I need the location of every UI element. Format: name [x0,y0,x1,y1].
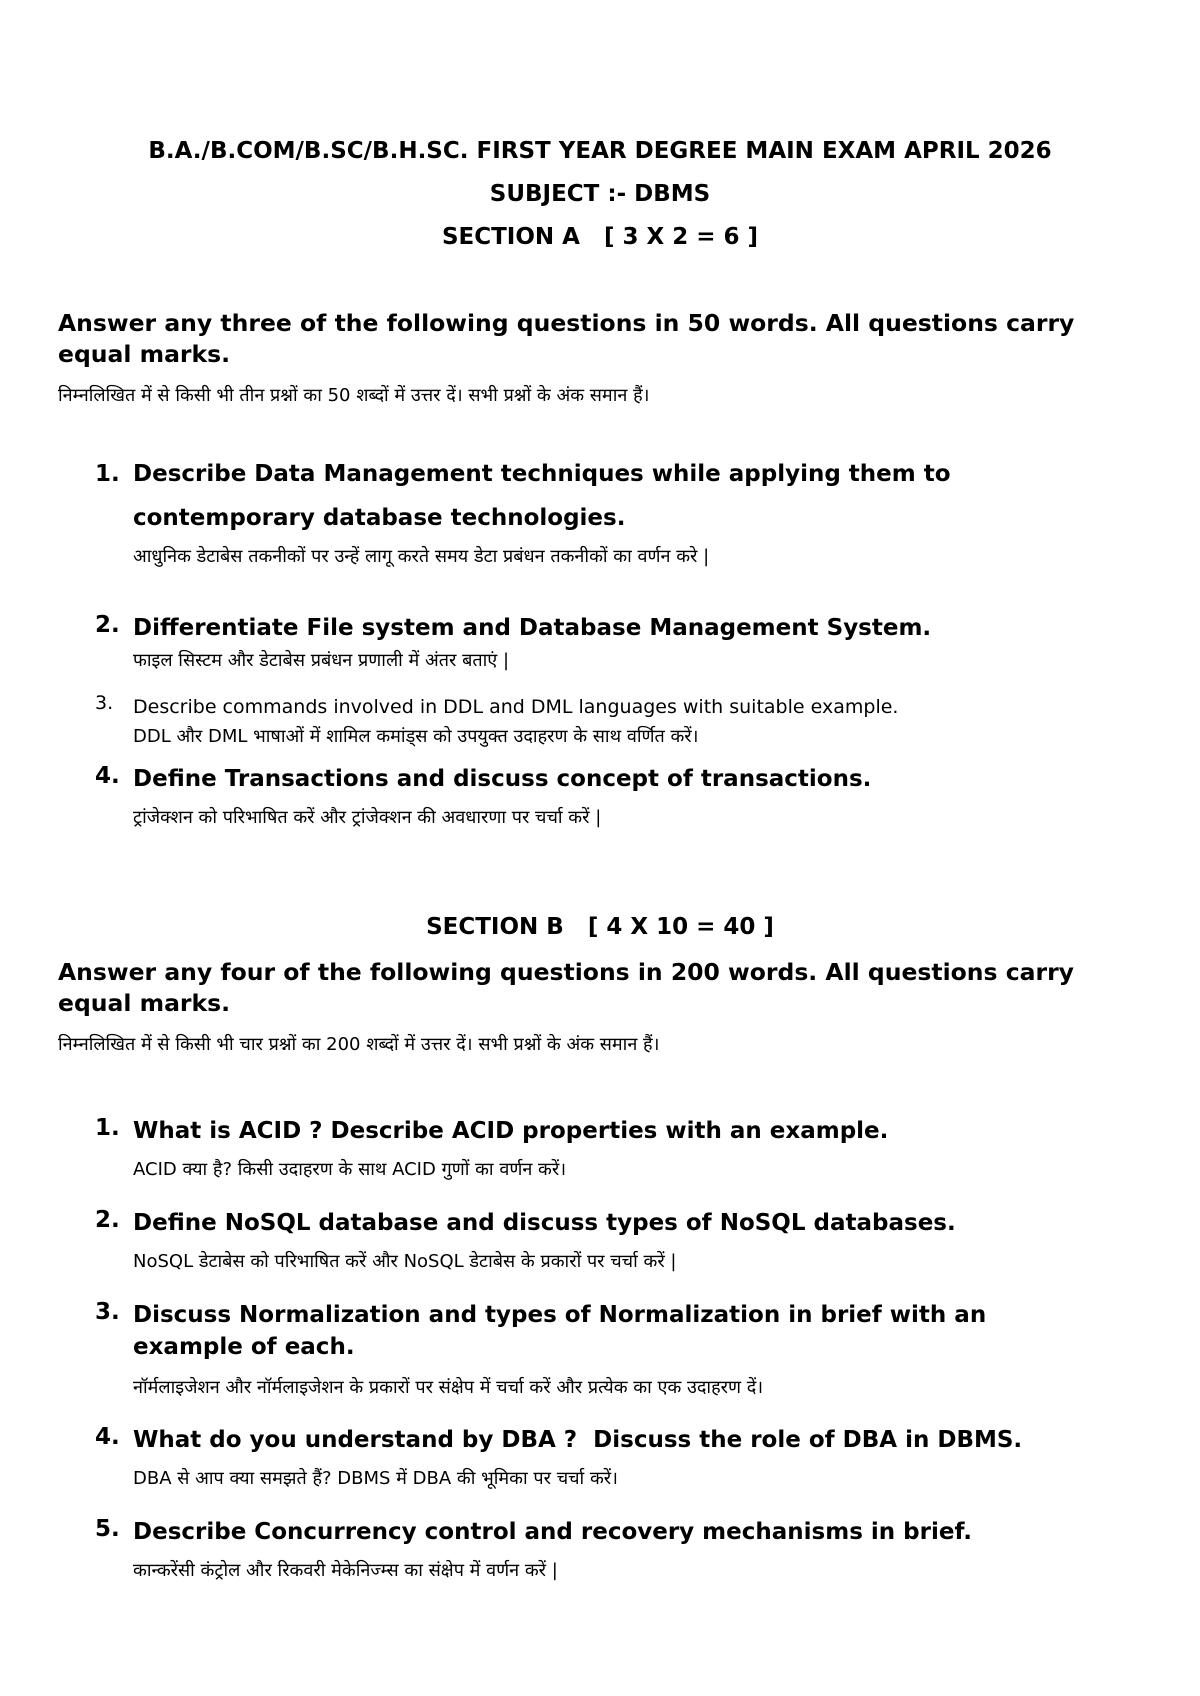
section-a-question-1 [95,452,1095,568]
exam-title: B.A./B.COM/B.SC/B.H.SC. FIRST YEAR DEGREE MAIN EXAM APRIL 2026 [148,138,1052,164]
question-number: 1. [95,461,120,487]
question-text: Define NoSQL database and discuss types of NoSQL databases. [133,1210,956,1236]
section-b-instruction-hindi: निम्नलिखित में से किसी भी चार प्रश्नों का 200 शब्दों में उत्तर दें। सभी प्रश्नों के अंक समान हैं। [58,1034,660,1055]
question-number: 3. [95,692,114,714]
question-text-hindi: DBA से आप क्या समझते हैं? DBMS में DBA की भूमिका पर चर्चा करें। [133,1468,618,1489]
question-text-hindi: आधुनिक डेटाबेस तकनीकों पर उन्हें लागू करते समय डेटा प्रबंधन तकनीकों का वर्णन करे | [133,546,710,567]
question-text: What is ACID ? Describe ACID properties with an example. [133,1118,889,1144]
question-number: 2. [95,612,120,638]
section-a-instruction: Answer any three of the following questions in 50 words. All questions carry equal marks. [58,309,1075,368]
question-text-hindi: ACID क्या है? किसी उदाहरण के साथ ACID गुणों का वर्णन करें। [133,1159,567,1180]
section-a-question-2 [95,612,1095,672]
section-a-instruction-hindi: निम्नलिखित में से किसी भी तीन प्रश्नों का 50 शब्दों में उत्तर दें। सभी प्रश्नों के अंक समान हैं। [58,385,650,406]
question-text: Describe commands involved in DDL and DML languages with suitable example. [133,696,899,718]
question-text: Discuss Normalization and types of Normalization in brief with an example of each. [133,1302,987,1360]
question-number: 1. [95,1115,120,1141]
subject-title: SUBJECT :- DBMS [489,181,711,207]
question-text-hindi: नॉर्मलाइजेशन और नॉर्मलाइजेशन के प्रकारों पर संक्षेप में चर्चा करें और प्रत्येक का एक उदाहरण दें। [133,1377,764,1398]
section-a-heading: SECTION A [ 3 X 2 = 6 ] [441,224,759,250]
question-number: 4. [95,1424,120,1450]
question-text-hindi: फाइल सिस्टम और डेटाबेस प्रबंधन प्रणाली में अंतर बताएं | [133,650,510,671]
section-b-question-5 [95,1516,1095,1582]
question-text-hindi: DDL और DML भाषाओं में शामिल कमांड्स को उपयुक्त उदाहरण के साथ वर्णित करें। [133,726,699,747]
question-text-hindi: ट्रांजेक्शन को परिभाषित करें और ट्रांजेक्शन की अवधारणा पर चर्चा करें | [133,807,602,828]
section-a-question-4 [95,763,1095,829]
question-number: 5. [95,1516,120,1542]
question-text: Describe Data Management techniques while applying them to contemporary database technologies. [133,461,951,531]
question-number: 2. [95,1207,120,1233]
section-b-question-4 [95,1424,1095,1490]
section-b-question-1 [95,1115,1095,1181]
question-text-hindi: NoSQL डेटाबेस को परिभाषित करें और NoSQL डेटाबेस के प्रकारों पर चर्चा करें | [133,1251,677,1272]
section-a-question-3 [95,692,1095,748]
section-b-question-3 [95,1299,1095,1399]
question-number: 3. [95,1299,120,1325]
section-b-question-2 [95,1207,1095,1273]
question-text: Describe Concurrency control and recovery mechanisms in brief. [133,1519,972,1545]
question-number: 4. [95,763,120,789]
question-text: Define Transactions and discuss concept of transactions. [133,766,872,792]
question-text: What do you understand by DBA ? Discuss the role of DBA in DBMS. [133,1427,1023,1453]
question-text-hindi: कान्करेंसी कंट्रोल और रिकवरी मेकेनिज्म्स का संक्षेप में वर्णन करें | [133,1560,558,1581]
question-text: Differentiate File system and Database Management System. [133,615,932,641]
section-b-instruction: Answer any four of the following questions in 200 words. All questions carry equal marks. [58,958,1074,1017]
section-b-heading: SECTION B [ 4 X 10 = 40 ] [426,914,774,940]
